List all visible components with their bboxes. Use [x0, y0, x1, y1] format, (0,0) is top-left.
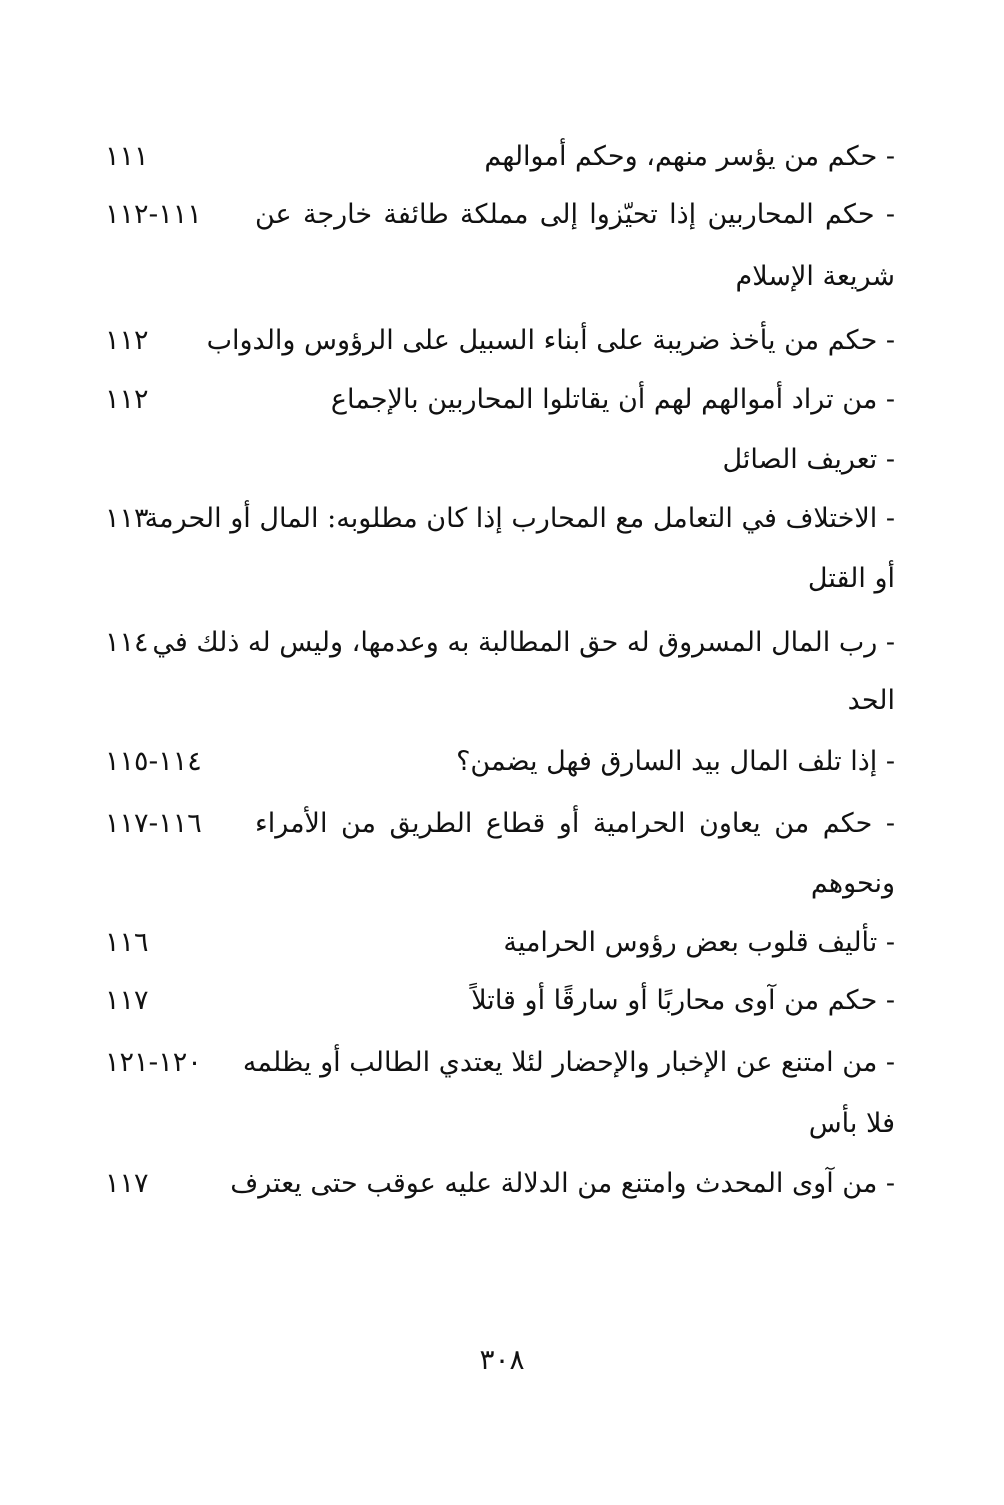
index-entry	[105, 914, 895, 972]
entry-text: - رب المال المسروق له حق المطالبة به وعدمها، وليس له ذلك في	[152, 627, 895, 658]
entry-page-ref: ١٢٠-١٢١	[105, 1047, 202, 1078]
entry-page-ref: ١١٣	[105, 503, 149, 534]
index-entry	[105, 1034, 895, 1092]
entry-text: - من آوى المحدث وامتنع من الدلالة عليه عوقب حتى يعترف	[230, 1168, 895, 1199]
entry-text: - حكم من آوى محاربًا أو سارقًا أو قاتلاً	[471, 985, 895, 1016]
entry-page-ref: ١١١	[105, 141, 149, 172]
entry-text: - حكم من يأخذ ضريبة على أبناء السبيل على الرؤوس والدواب	[206, 325, 895, 356]
entry-text: - حكم من يعاون الحرامية أو قطاع الطريق من الأمراء	[255, 808, 895, 839]
index-entry	[105, 1155, 895, 1213]
entry-text: - حكم من يؤسر منهم، وحكم أموالهم	[484, 141, 895, 172]
entry-continuation: ونحوهم	[810, 868, 895, 899]
entry-page-ref: ١١٦-١١٧	[105, 808, 202, 839]
index-entry	[105, 312, 895, 370]
index-entry	[105, 733, 895, 791]
entry-page-ref: ١١٦	[105, 927, 149, 958]
page-number: ٣٠٨	[479, 1343, 525, 1376]
index-entry	[105, 490, 895, 548]
index-entry	[105, 371, 895, 429]
entry-text: - تعريف الصائل	[722, 444, 895, 475]
entry-page-ref: ١١٢	[105, 384, 149, 415]
entry-text: - من تراد أموالهم لهم أن يقاتلوا المحاربين بالإجماع	[330, 384, 895, 415]
entry-page-ref: ١١٤	[105, 627, 149, 658]
entry-continuation: الحد	[847, 685, 895, 716]
entry-text: - حكم المحاربين إذا تحيّزوا إلى مملكة طائفة خارجة عن	[255, 199, 895, 230]
entry-text: - تأليف قلوب بعض رؤوس الحرامية	[503, 927, 895, 958]
index-entry	[105, 972, 895, 1030]
entry-page-ref: ١١٧	[105, 1168, 149, 1199]
entry-text: - الاختلاف في التعامل مع المحارب إذا كان مطلوبه: المال أو الحرمة	[144, 503, 895, 534]
entry-page-ref: ١١٤-١١٥	[105, 746, 202, 777]
index-entry	[105, 614, 895, 672]
index-entry	[105, 795, 895, 853]
entry-text: - إذا تلف المال بيد السارق فهل يضمن؟	[456, 746, 895, 777]
entry-continuation: فلا بأس	[808, 1108, 895, 1139]
index-entry	[105, 431, 895, 489]
entry-page-ref: ١١٧	[105, 985, 149, 1016]
entry-text: - من امتنع عن الإخبار والإحضار لئلا يعتدي الطالب أو يظلمه	[242, 1047, 895, 1078]
index-entry	[105, 186, 895, 244]
entry-page-ref: ١١١-١١٢	[105, 199, 202, 230]
entry-continuation: أو القتل	[807, 563, 895, 594]
index-entry	[105, 128, 895, 186]
entry-continuation: شريعة الإسلام	[735, 261, 895, 292]
entry-page-ref: ١١٢	[105, 325, 149, 356]
